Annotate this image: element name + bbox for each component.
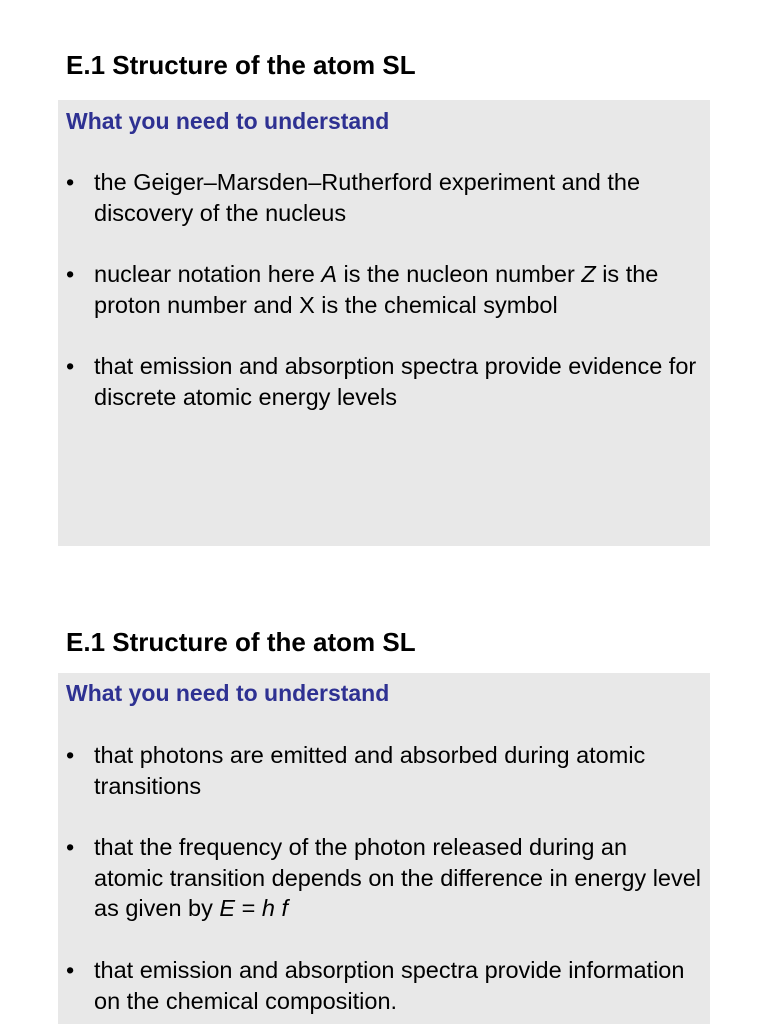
slide-2-bullet-1 xyxy=(66,740,702,801)
slide-2-subheading: What you need to understand xyxy=(66,680,390,706)
slide-1-bullet-1 xyxy=(66,167,702,228)
italic-symbol-e: E xyxy=(219,895,236,921)
bullet-icon: • xyxy=(66,261,75,287)
text-run: is the nucleon number xyxy=(337,261,582,287)
text-run: that photons are emitted and absorbed during atomic transitions xyxy=(94,742,646,799)
slide-1-title: E.1 Structure of the atom SL xyxy=(66,50,416,80)
text-run: that the frequency of the photon released during an atomic transition depends on the difference in energy level as given by xyxy=(94,834,702,921)
slide-1-content-box xyxy=(58,100,710,546)
text-run: is the proton number and X is the chemical symbol xyxy=(94,261,659,318)
slide-1-bullet-3 xyxy=(66,351,702,412)
text-run: = xyxy=(235,895,262,921)
slide-2-bullet-3 xyxy=(66,955,702,1016)
italic-symbol-hf: h f xyxy=(261,895,289,921)
bullet-icon: • xyxy=(66,353,75,379)
bullet-text xyxy=(94,740,702,801)
text-run: that emission and absorption spectra provide information on the chemical composition. xyxy=(94,957,685,1014)
italic-symbol-a: A xyxy=(321,261,338,287)
slide-2-title: E.1 Structure of the atom SL xyxy=(66,627,416,657)
slide-1-bullet-2 xyxy=(66,259,702,320)
bullet-text xyxy=(94,259,702,320)
slide-2-content-box xyxy=(58,673,710,1024)
text-run: that emission and absorption spectra provide evidence for discrete atomic energy levels xyxy=(94,353,697,410)
bullet-icon: • xyxy=(66,834,75,860)
text-run: nuclear notation here xyxy=(94,261,322,287)
bullet-icon: • xyxy=(66,742,75,768)
slide-1-subheading: What you need to understand xyxy=(66,108,390,134)
bullet-text xyxy=(94,955,702,1016)
bullet-text xyxy=(94,167,702,228)
bullet-text xyxy=(94,351,702,412)
slide-2-bullet-2 xyxy=(66,832,702,924)
bullet-icon: • xyxy=(66,957,75,983)
bullet-icon: • xyxy=(66,169,75,195)
italic-symbol-z: Z xyxy=(581,261,596,287)
bullet-text xyxy=(94,832,702,924)
text-run: the Geiger–Marsden–Rutherford experiment and the discovery of the nucleus xyxy=(94,169,641,226)
